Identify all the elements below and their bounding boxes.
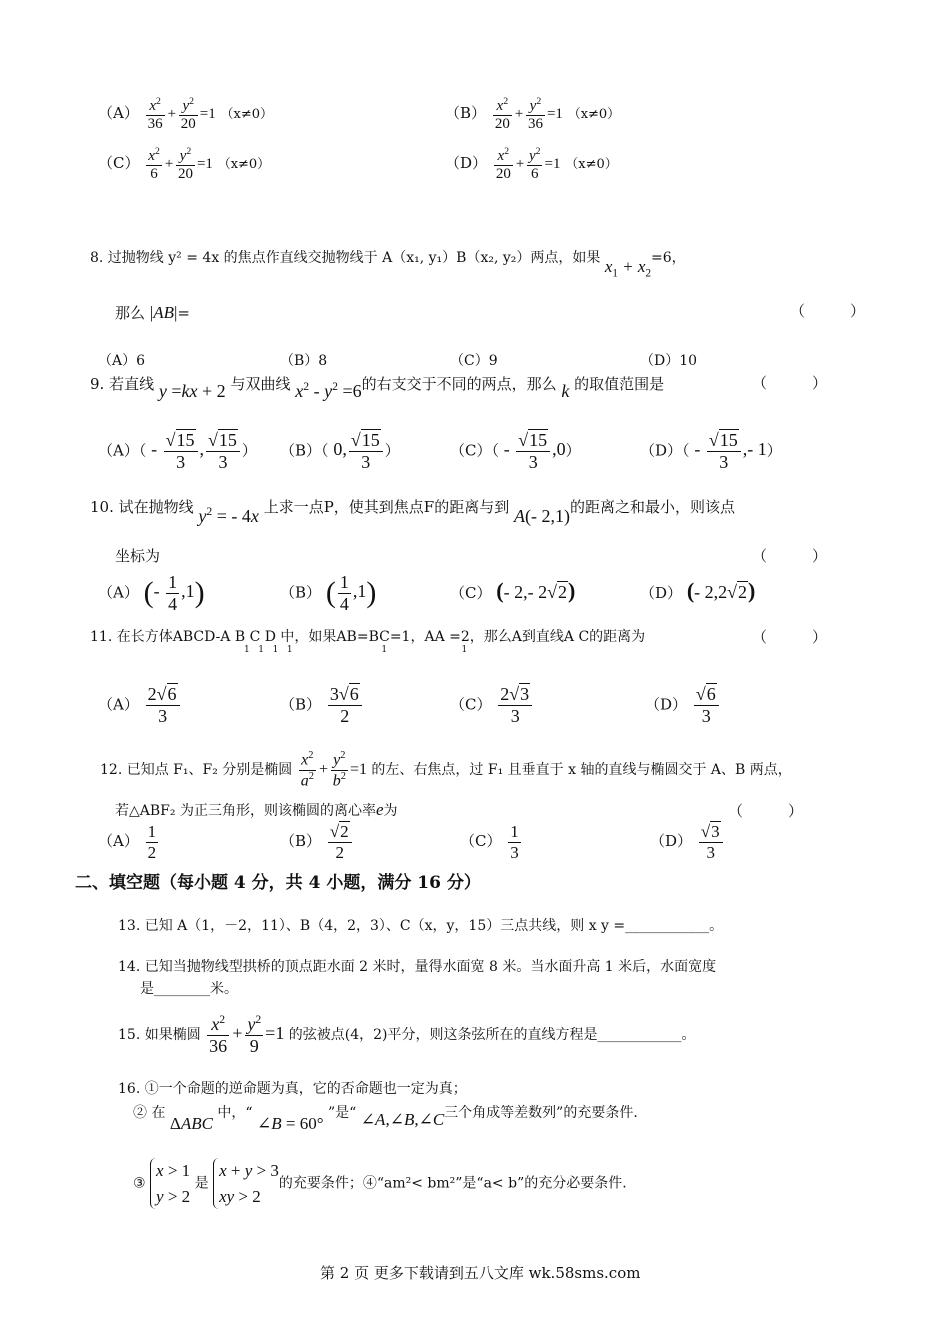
q11-option-c: （C） $\frac{2√3}{3}$ bbox=[450, 684, 534, 726]
q16-line2: ② 在 ΔABC 中，“ ∠B = 60° ”是“ ∠A,∠B,∠C三个角成等差数列”的充要条件. bbox=[133, 1105, 638, 1133]
q15-stem: 15. 如果椭圆 $\frac{x^2}{36}$ + $\frac{y^2}{9}$ =1 的弦被点(4，2)平分，则这条弦所在的直线方程是____________。 bbox=[118, 1013, 696, 1056]
q8-line2: 那么 |AB|= bbox=[115, 303, 190, 322]
q10-option-d: （D） (- 2,2√2) bbox=[640, 578, 756, 603]
q11-answer-paren: （ ） bbox=[752, 628, 828, 646]
q9-stem: 9. 若直线 y =kx + 2 与双曲线 $x^2 - y^2 =6$的右支交于不同的两点，那么 k 的取值范围是 bbox=[90, 375, 665, 401]
q8-stem: 8. 过抛物线 y² = 4x 的焦点作直线交抛物线于 A（x₁, y₁）B（x₂, y₂）两点，如果 $x_1 + x_2=6$， bbox=[90, 250, 686, 280]
q9-option-a: （A）（ - $\frac{√15}{3}$ , $\frac{√15}{3}$ ） bbox=[98, 430, 257, 472]
q16-line1: 16. ①一个命题的逆命题为真，它的否命题也一定为真； bbox=[118, 1081, 467, 1097]
q12-option-d: （D） $\frac{√3}{3}$ bbox=[650, 822, 725, 862]
q12-option-a: （A） $\frac{1}{2}$ bbox=[98, 822, 157, 862]
page-footer: 第 2 页 更多下载请到五八文库 wk.58sms.com bbox=[320, 1264, 641, 1282]
q9-option-b: （B）（ 0, $\frac{√15}{3}$ ） bbox=[280, 430, 400, 472]
q11-option-d: （D） $\frac{√6}{3}$ bbox=[645, 684, 721, 726]
q12-line2: 若△ABF₂ 为正三角形，则该椭圆的离心率e为 bbox=[115, 800, 398, 819]
q7-option-c: （C） $\frac{x^2}{6}$ + $\frac{y^2}{20}$ =1 （x≠0） bbox=[98, 146, 271, 183]
q10-option-b: （B） ( $\frac{1}{4}$ ,1) bbox=[280, 572, 377, 614]
q11-stem: 11. 在长方体ABCD-A B C D 中，如果AB=BC=1，AA =2，那么A到直线A C的距离为 bbox=[90, 629, 646, 645]
q8-option-b: （B）8 bbox=[280, 353, 328, 369]
q14-line2: 是________米。 bbox=[140, 981, 238, 997]
q12-answer-paren: （ ） bbox=[728, 802, 804, 820]
q16-line3: ③ x > 1 y > 2 是 x + y > 3 xy > 2 的充要条件；④“am²< bm²”是“a< b”的充分必要条件. bbox=[133, 1158, 627, 1209]
q8-option-c: （C）9 bbox=[450, 353, 498, 369]
q11-option-a: （A） $\frac{2√6}{3}$ bbox=[98, 684, 182, 726]
q7-option-d: （D） $\frac{x^2}{20}$ + $\frac{y^2}{6}$ =1 （x≠0） bbox=[445, 146, 618, 183]
q12-option-c: （C） $\frac{1}{3}$ bbox=[460, 822, 519, 862]
q8-option-d: （D）10 bbox=[640, 353, 698, 369]
q12-option-b: （B） $\frac{√2}{2}$ bbox=[280, 822, 354, 862]
q7-option-b: （B） $\frac{x^2}{20}$ + $\frac{y^2}{36}$ =1 （x≠0） bbox=[445, 96, 621, 133]
q14-line1: 14. 已知当抛物线型拱桥的顶点距水面 2 米时，量得水面宽 8 米。当水面升高 1 米后，水面宽度 bbox=[118, 959, 717, 975]
q9-option-d: （D）（ - $\frac{√15}{3}$ ,- 1） bbox=[640, 430, 782, 472]
section-title-fill-in: 二、填空题（每小题 4 分，共 4 小题，满分 16 分） bbox=[75, 873, 481, 893]
q10-option-c: （C） (- 2,- 2√2) bbox=[450, 578, 576, 603]
q13-stem: 13. 已知 A（1，－2，11）、B（4，2，3）、C（x，y，15）三点共线，则 x y =____________。 bbox=[118, 918, 724, 934]
q8-answer-paren: （ ） bbox=[790, 302, 866, 320]
q10-line2: 坐标为 bbox=[115, 547, 161, 565]
q9-option-c: （C）（ - $\frac{√15}{3}$ ,0） bbox=[450, 430, 581, 472]
q12-stem: 12. 已知点 F₁、F₂ 分别是椭圆 $\frac{x^2}{a^2}$ + $\frac{y^2}{b^2}$ =1 的左、右焦点，过 F₁ 且垂直于 x 轴的直线与椭圆交于 A、B 两点， bbox=[100, 750, 792, 790]
q11-option-b: （B） $\frac{3√6}{2}$ bbox=[280, 684, 364, 726]
q10-answer-paren: （ ） bbox=[752, 547, 828, 565]
q10-stem: 10. 试在抛物线 $y^2$ = - 4x 上求一点P，使其到焦点F的距离与到 A(- 2,1)的距离之和最小，则该点 bbox=[90, 498, 735, 526]
q11-subscripts: 1 1 1 1 1 1 bbox=[244, 645, 468, 655]
q8-option-a: （A）6 bbox=[98, 353, 146, 369]
q10-option-a: （A） (- $\frac{1}{4}$ ,1) bbox=[98, 572, 205, 614]
q7-option-a: （A） $\frac{x^2}{36}$ + $\frac{y^2}{20}$ =1 （x≠0） bbox=[98, 96, 273, 133]
q9-answer-paren: （ ） bbox=[752, 374, 828, 392]
